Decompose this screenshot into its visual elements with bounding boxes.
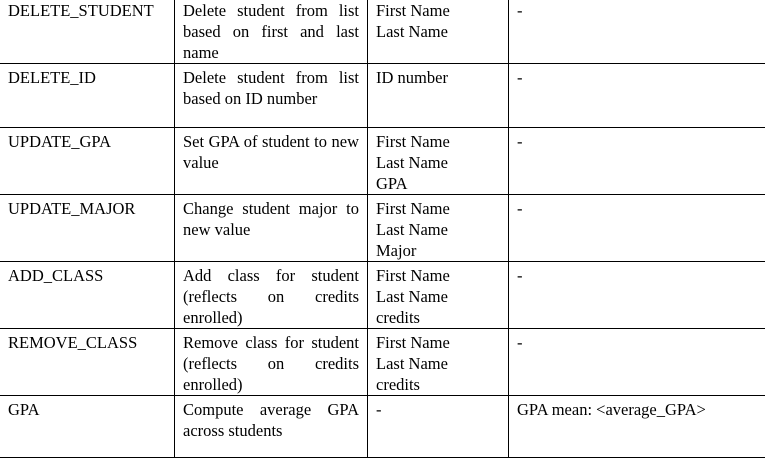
table-row: [0, 0, 765, 64]
parameter-item: Last Name: [376, 21, 508, 42]
command-cell: UPDATE_MAJOR: [0, 195, 175, 262]
parameter-item: Last Name: [376, 353, 508, 374]
parameter-item: First Name: [376, 131, 508, 152]
parameters-cell: [368, 64, 509, 128]
parameter-item: Major: [376, 240, 508, 261]
parameter-item: Last Name: [376, 219, 508, 240]
output-cell: GPA mean: <average_GPA>: [509, 396, 765, 458]
output-cell: -: [509, 64, 765, 128]
command-cell: GPA: [0, 396, 175, 458]
parameters-cell: [368, 396, 509, 458]
output-cell: -: [509, 128, 765, 195]
parameter-item: GPA: [376, 173, 508, 194]
parameter-item: First Name: [376, 198, 508, 219]
parameter-item: First Name: [376, 0, 508, 21]
command-cell: UPDATE_GPA: [0, 128, 175, 195]
table-row: [0, 128, 765, 195]
parameters-cell: [368, 195, 509, 262]
command-cell: REMOVE_CLASS: [0, 329, 175, 396]
description-cell: Delete student from list based on ID number: [175, 64, 368, 128]
parameters-cell: [368, 262, 509, 329]
parameter-item: -: [376, 399, 508, 420]
parameters-cell: [368, 0, 509, 64]
command-cell: DELETE_STUDENT: [0, 0, 175, 64]
parameter-item: ID number: [376, 67, 508, 88]
description-cell: Delete student from list based on first and last name: [175, 0, 368, 64]
parameter-item: Last Name: [376, 286, 508, 307]
description-cell: Compute average GPA across students: [175, 396, 368, 458]
output-cell: -: [509, 262, 765, 329]
description-cell: Remove class for student (reflects on credits enrolled): [175, 329, 368, 396]
parameters-cell: [368, 329, 509, 396]
command-cell: ADD_CLASS: [0, 262, 175, 329]
command-cell: DELETE_ID: [0, 64, 175, 128]
description-cell: Add class for student (reflects on credits enrolled): [175, 262, 368, 329]
parameter-item: First Name: [376, 332, 508, 353]
output-cell: -: [509, 329, 765, 396]
output-cell: -: [509, 0, 765, 64]
parameter-item: credits: [376, 307, 508, 328]
parameter-item: Last Name: [376, 152, 508, 173]
table-row: [0, 195, 765, 262]
table-row: [0, 262, 765, 329]
description-cell: Change student major to new value: [175, 195, 368, 262]
parameter-item: credits: [376, 374, 508, 395]
description-cell: Set GPA of student to new value: [175, 128, 368, 195]
output-cell: -: [509, 195, 765, 262]
parameter-item: First Name: [376, 265, 508, 286]
table-row: [0, 329, 765, 396]
parameters-cell: [368, 128, 509, 195]
table-row: [0, 396, 765, 458]
table-row: [0, 64, 765, 128]
